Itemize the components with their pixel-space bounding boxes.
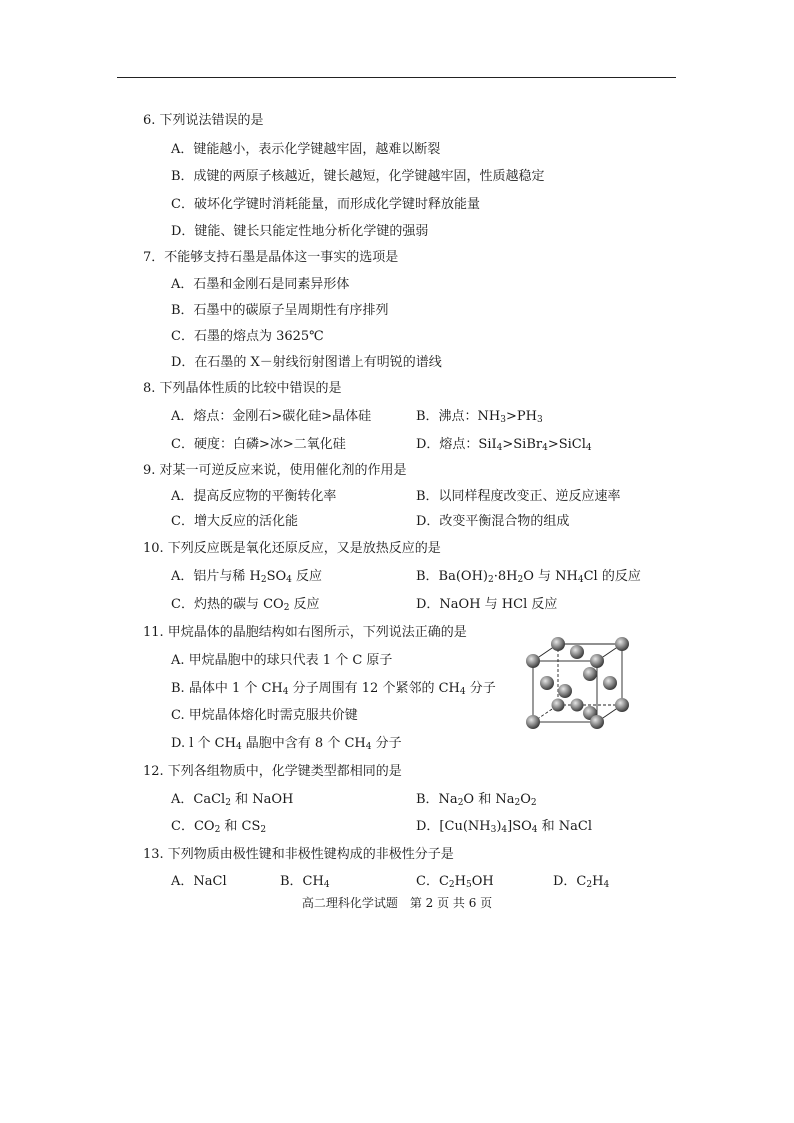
q11-option-b: B. 晶体中 1 个 $CH_4$ 分子周围有 12 个紧邻的 $CH_4$ 分子 — [171, 681, 496, 697]
q7-option-a: A．石墨和金刚石是同素异形体 — [171, 277, 350, 292]
q13-stem: 13. 下列物质由极性键和非极性键构成的非极性分子是 — [143, 847, 454, 862]
q11-option-c: C. 甲烷晶体熔化时需克服共价键 — [171, 708, 358, 723]
q8-option-a: A．熔点：金刚石>碳化硅>晶体硅 — [171, 409, 372, 424]
q13-option-d: D．$C_2H_4$ — [553, 874, 610, 890]
q12-option-b: B．$Na_2O$ 和 $Na_2O_2$ — [416, 792, 537, 808]
q10-option-b: B．$Ba(OH)_2\cdot 8H_2O$ 与 $NH_4Cl$ 的反应 — [416, 569, 641, 585]
q10-stem: 10. 下列反应既是氧化还原反应，又是放热反应的是 — [143, 541, 441, 556]
q8-option-b: B．沸点：$NH_3>PH_3$ — [416, 409, 543, 425]
q8-stem: 8. 下列晶体性质的比较中错误的是 — [143, 381, 342, 396]
q8-option-c: C．硬度：白磷>冰>二氧化硅 — [171, 437, 346, 452]
q12-option-d: D．$[Cu(NH_3)_4]SO_4$ 和 NaCl — [416, 819, 593, 835]
q7-option-c: C．石墨的熔点为 3625℃ — [171, 329, 324, 344]
q9-option-c: C．增大反应的活化能 — [171, 514, 298, 529]
q12-option-c: C．$CO_2$ 和 $CS_2$ — [171, 819, 267, 835]
methane-unit-cell-figure — [520, 632, 635, 737]
q7-stem: 7．不能够支持石墨是晶体这一事实的选项是 — [143, 250, 399, 265]
q9-option-b: B．以同样程度改变正、逆反应速率 — [416, 489, 621, 504]
q6-option-b: B．成键的两原子核越近，键长越短，化学键越牢固，性质越稳定 — [171, 169, 545, 184]
q10-option-a: A．铝片与稀 $H_2SO_4$ 反应 — [171, 569, 323, 585]
q6-option-c: C．破坏化学键时消耗能量，而形成化学键时释放能量 — [171, 197, 480, 212]
q11-option-a: A. 甲烷晶胞中的球只代表 1 个 C 原子 — [171, 653, 393, 668]
q6-option-a: A．键能越小，表示化学键越牢固，越难以断裂 — [171, 142, 441, 157]
q7-option-d: D．在石墨的 X－射线衍射图谱上有明锐的谱线 — [171, 355, 442, 370]
q6-stem: 6. 下列说法错误的是 — [143, 113, 264, 128]
q9-option-a: A．提高反应物的平衡转化率 — [171, 489, 337, 504]
page-footer: 高二理科化学试题 第 2 页 共 6 页 — [301, 896, 493, 910]
q7-option-b: B．石墨中的碳原子呈周期性有序排列 — [171, 303, 389, 318]
q9-stem: 9. 对某一可逆反应来说，使用催化剂的作用是 — [143, 463, 407, 478]
q11-stem: 11. 甲烷晶体的晶胞结构如右图所示，下列说法正确的是 — [143, 625, 467, 640]
q13-option-c: C．$C_2H_5OH$ — [416, 874, 494, 890]
q9-option-d: D．改变平衡混合物的组成 — [416, 514, 570, 529]
q10-option-d: D．NaOH 与 HCl 反应 — [416, 597, 558, 612]
q11-option-d: D. l 个 $CH_4$ 晶胞中含有 8 个 $CH_4$ 分子 — [171, 736, 402, 752]
q12-stem: 12. 下列各组物质中，化学键类型都相同的是 — [143, 764, 402, 779]
q13-option-a: A．NaCl — [171, 874, 227, 889]
q6-option-d: D．键能、键长只能定性地分析化学键的强弱 — [171, 224, 429, 239]
q8-option-d: D．熔点：SiI$_4$>SiBr$_4$>SiCl$_4$ — [416, 437, 592, 453]
q13-option-b: B．$CH_4$ — [280, 874, 330, 890]
q12-option-a: A．CaCl$_2$ 和 NaOH — [171, 792, 294, 808]
q10-option-c: C．灼热的碳与 $CO_2$ 反应 — [171, 597, 320, 613]
header-rule — [117, 77, 676, 78]
